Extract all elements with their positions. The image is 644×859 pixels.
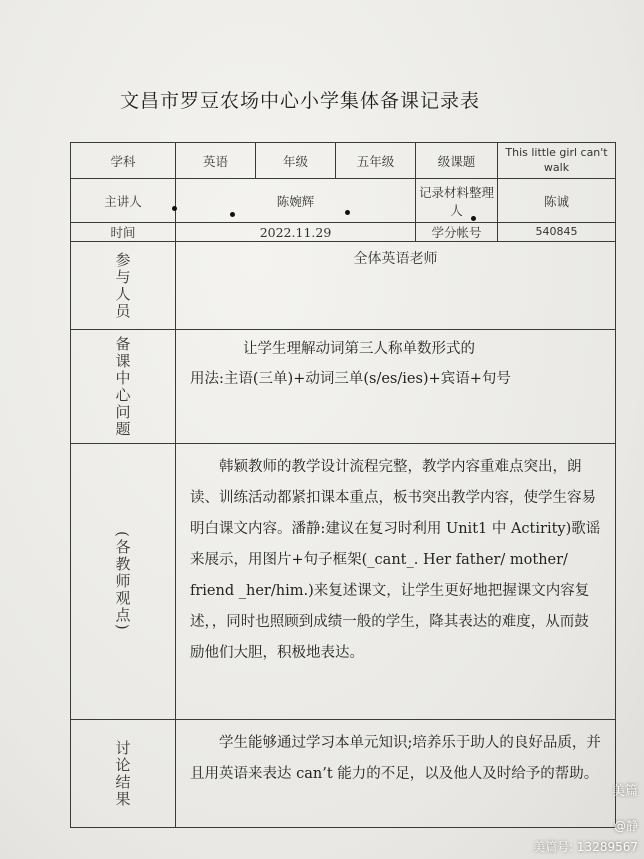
participants-label: 参与人员 bbox=[113, 251, 132, 320]
document-title: 文昌市罗豆农场中心小学集体备课记录表 bbox=[120, 90, 481, 112]
lesson-record-table bbox=[70, 142, 616, 828]
ink-dot bbox=[172, 206, 177, 211]
watermark-id: 美篇号: 13289567 bbox=[533, 840, 638, 854]
discussion-label-cell bbox=[71, 720, 176, 828]
core-question-line-2: 用法:主语(三单)+动词三单(s/es/ies)+宾语+句号 bbox=[190, 371, 511, 387]
views-text: 韩颖教师的教学设计流程完整，教学内容重难点突出，朗读、训练活动都紧扣课本重点，板书突出教学内容，使学生容易明白课文内容。潘静:建议在复习时利用 Unit1 中 Actirity)歌谣来展示，用图片+句子框架(_cant_. Her father/ mother/ friend _her/him.)来复述课文，让学生更好地把握课文内容复述，，同时也照顾到成绩一般的学生，降其表达的难度，从而鼓励他们大胆，积极地表达。 bbox=[176, 444, 616, 720]
recorder-value: 陈诚 bbox=[498, 179, 616, 223]
speaker-value: 陈婉辉 bbox=[176, 179, 416, 223]
participants-label-cell bbox=[71, 242, 176, 330]
views-label: (各教师观点) bbox=[113, 531, 132, 632]
grade-value: 五年级 bbox=[336, 143, 416, 179]
participants-value: 全体英语老师 bbox=[176, 242, 616, 330]
lesson-label: 级课题 bbox=[416, 143, 498, 179]
watermark bbox=[533, 780, 638, 855]
time-label: 时间 bbox=[71, 223, 176, 242]
views-label-cell bbox=[71, 444, 176, 720]
credit-value: 540845 bbox=[498, 223, 616, 242]
ink-dot bbox=[230, 212, 235, 217]
credit-label: 学分帐号 bbox=[416, 223, 498, 242]
core-question-label: 备课中心问题 bbox=[113, 335, 132, 438]
speaker-label: 主讲人 bbox=[71, 179, 176, 223]
watermark-logo: 美篇 bbox=[611, 784, 638, 799]
grade-label: 年级 bbox=[256, 143, 336, 179]
core-question-cell bbox=[176, 330, 616, 444]
recorder-label: 记录材料整理人 bbox=[416, 179, 498, 223]
subject-value: 英语 bbox=[176, 143, 256, 179]
time-value: 2022.11.29 bbox=[176, 223, 416, 242]
core-question-line-1: 让学生理解动词第三人称单数形式的 bbox=[243, 341, 475, 357]
ink-dot bbox=[345, 210, 350, 215]
watermark-user: @静 bbox=[613, 819, 638, 833]
ink-dot bbox=[471, 216, 476, 221]
discussion-text: 学生能够通过学习本单元知识;培养乐于助人的良好品质，并且用英语来表达 can’t 能力的不足，以及他人及时给予的帮助。 bbox=[176, 720, 616, 828]
lesson-value: This little girl can't walk bbox=[498, 143, 616, 179]
subject-label: 学科 bbox=[71, 143, 176, 179]
core-question-label-cell bbox=[71, 330, 176, 444]
discussion-label: 讨论结果 bbox=[113, 739, 132, 808]
